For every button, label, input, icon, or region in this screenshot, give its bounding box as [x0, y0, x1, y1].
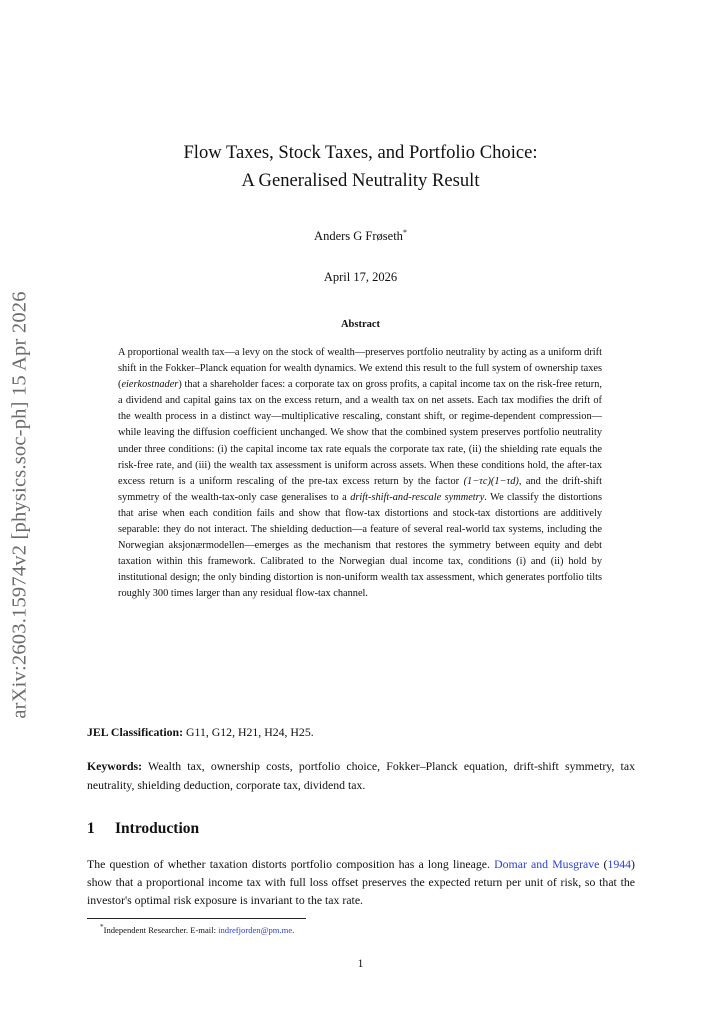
intro-text-start: The question of whether taxation distorts portfolio composition has a long lineage.	[87, 857, 495, 871]
abstract-text-4: . We classify the distortions that arise when each condition fails and show that flow-tax distortions and stock-tax distortions are additively separable: they do not interact. The shielding deduction—a feature of several real-world tax systems, including the Norwegian aksjonærmodellen—emerges as the mechanism that restores the symmetry between equity and debt taxation within this framework. Calibrated to the Norwegian dual income tax, conditions (i) and (ii) hold by institutional design; the only binding distortion is non-uniform wealth tax assessment, which generates portfolio tilts roughly 300 times larger than any residual flow-tax channel.	[118, 491, 602, 600]
paper-date: April 17, 2026	[323, 270, 398, 284]
abstract-term-symmetry: drift-shift-and-rescale symmetry	[350, 491, 485, 503]
jel-label: JEL Classification:	[87, 725, 184, 739]
abstract-text-2: ) that a shareholder faces: a corporate tax on gross profits, a capital income tax on the risk-free return, a dividend and capital gains tax on the excess return, and a wealth tax on net assets. Each tax modifies the drift of the wealth process in a distinct way—multiplicative rescaling, constant shift, or regime-dependent compression—while leaving the diffusion coefficient unchanged. We show that the combined system preserves portfolio neutrality under three conditions: (i) the capital income tax rate equals the corporate tax rate, (ii) the shielding rate equals the risk-free rate, and (iii) the wealth tax assessment is uniform across assets. When these conditions hold, the after-tax excess return is a uniform rescaling of the pre-tax excess return by the factor	[118, 379, 602, 487]
section-number: 1	[87, 820, 95, 837]
abstract-factor-formula: (1−τc)(1−τd)	[463, 475, 519, 487]
abstract-text-1: A proportional wealth tax—a levy on the stock of wealth—preserves portfolio neutrality by acting as a uniform drift shift in the Fokker–Planck equation for wealth dynamics. We extend this result to the full system of ownership taxes (	[118, 347, 602, 391]
author-name: Anders G Frøseth	[314, 229, 403, 244]
keywords-text: Wealth tax, ownership costs, portfolio choice, Fokker–Planck equation, drift-shift symmetry, tax neutrality, shielding deduction, corporate tax, dividend tax.	[87, 759, 635, 792]
section-heading-introduction	[87, 820, 199, 838]
footnote-mark: *	[100, 923, 104, 931]
section-title: Introduction	[115, 820, 200, 837]
introduction-paragraph	[87, 855, 635, 910]
footnote-divider	[87, 918, 306, 919]
page-number: 1	[357, 958, 364, 970]
footnote-email-link[interactable]: indrefjorden@pm.me	[218, 924, 293, 935]
jel-classification	[87, 723, 635, 741]
arxiv-identifier: arXiv:2603.15974v2 [physics.soc-ph] 15 Apr 2026	[8, 291, 31, 719]
paper-title	[0, 139, 721, 195]
footnote-text: Independent Researcher. E-mail:	[103, 924, 219, 935]
abstract-body	[118, 345, 602, 603]
citation-authors-link[interactable]: Domar and Musgrave	[494, 857, 600, 871]
keywords	[87, 757, 635, 794]
author-footnote	[100, 922, 294, 936]
intro-text-rest: ) show that a proportional income tax with full loss offset preserves the expected return per unit of risk, so that the investor's optimal risk exposure is invariant to the tax rate.	[87, 857, 635, 908]
footnote-end: .	[292, 924, 295, 935]
citation-year-link[interactable]: 1944	[607, 857, 632, 871]
author-line	[0, 228, 721, 244]
title-line-1: Flow Taxes, Stock Taxes, and Portfolio Choice:	[183, 142, 538, 163]
abstract-term-eierkostnader: eierkostnader	[121, 379, 179, 391]
title-line-2: A Generalised Neutrality Result	[241, 170, 480, 191]
citation-open-paren: (	[599, 857, 608, 871]
abstract-text-3: , and the drift-shift symmetry of the wealth-tax-only case generalises to a	[118, 475, 602, 503]
keywords-label: Keywords:	[87, 759, 143, 773]
abstract-heading: Abstract	[340, 319, 381, 330]
author-footnote-mark: *	[402, 228, 407, 237]
jel-codes: G11, G12, H21, H24, H25.	[185, 725, 314, 739]
